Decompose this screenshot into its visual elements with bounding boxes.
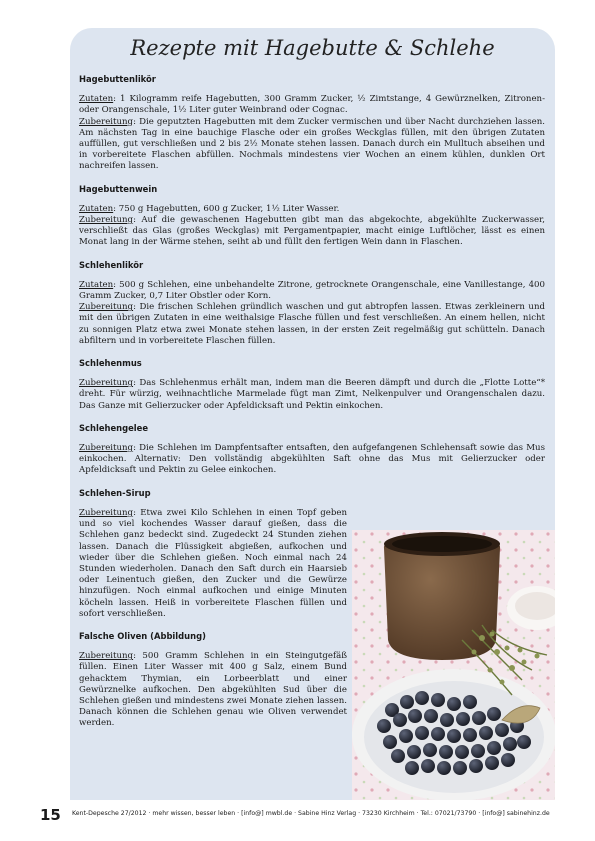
- sloe-olives-photo: [352, 530, 555, 800]
- preparation-text: : 500 Gramm Schlehen in ein Steingutgefäß füllen. Einen Liter Wasser mit 400 g Salz, einem Bund gehacktem Thymian, ein Lorbeerblatt und einer Gewürznelke aufkochen. Den abgekühlten Sud über die Schlehen gießen und mindestens zwei Monate ziehen lassen. Danach können die Schlehen genau wie Oliven verwendet werden.: [79, 651, 347, 729]
- preparation-text: : Etwa zwei Kilo Schlehen in einen Topf geben und so viel kochendes Wasser darauf gießen, dass die Schlehen ganz bedeckt sind. Zugedeckt 24 Stunden ziehen lassen. Danach die Flüssigkeit abgießen, aufkochen und wieder über die Schlehen gießen. Noch einmal nach 24 Stunden wiederholen. Danach den Saft durch ein Haarsieb oder Leinentuch gießen, den Zucker und die Gewürze hinzufügen. Noch einmal aufkochen und einige Minuten köcheln lassen. Heiß in vorbereitete Flaschen füllen und sofort verschließen.: [79, 507, 347, 619]
- preparation-label: Zubereitung: [79, 378, 134, 389]
- page-number: 15: [40, 806, 61, 824]
- preparation-paragraph: [79, 302, 545, 347]
- preparation-paragraph: [79, 117, 545, 173]
- ingredients-paragraph: [79, 204, 545, 215]
- preparation-label: Zubereitung: [79, 116, 134, 127]
- preparation-text: : Auf die gewaschenen Hagebutten gibt man das abgekochte, abgekühlte Zuckerwasser, verschließt das Glas (großes Weckglas) mit Pergamentpapier, macht einige Luftlöcher, lässt es einen Monat lang in der Wärme stehen, seiht ab und füllt den fertigen Wein dann in Flaschen.: [79, 215, 545, 248]
- preparation-label: Zubereitung: [79, 302, 134, 313]
- recipe-heading: Schlehengelee: [79, 422, 149, 433]
- ingredients-label: Zutaten: [79, 94, 114, 105]
- preparation-paragraph: [79, 378, 545, 412]
- preparation-label: Zubereitung: [79, 651, 134, 662]
- ingredients-paragraph: [79, 280, 545, 302]
- recipe-schlehenmus: [79, 358, 545, 412]
- preparation-label: Zubereitung: [79, 443, 134, 454]
- ingredients-label: Zutaten: [79, 279, 114, 290]
- ingredients-label: Zutaten: [79, 203, 114, 214]
- page-title: Rezepte mit Hagebutte & Schlehe: [130, 36, 495, 60]
- recipe-heading: Schlehenmus: [79, 358, 142, 369]
- recipe-schlehenlikoer: [79, 260, 545, 347]
- preparation-text: : Das Schlehenmus erhält man, indem man die Beeren dämpft und durch die „Flotte Lotte“* dreht. Für würzig, weihnachtliche Marmelade fügt man Zimt, Nelkenpulver und Orangenschalen dazu. Das Ganze mit Gelierzucker oder Apfeldicksaft und Pektin einkochen.: [79, 378, 545, 411]
- preparation-label: Zubereitung: [79, 215, 134, 226]
- recipe-hagebuttenwein: [79, 184, 545, 249]
- preparation-text: : Die Schlehen im Dampfentsafter entsaften, den aufgefangenen Schlehensaft sowie das Mus einkochen. Alternativ: Den vollständig abgekühlten Saft ohne das Mus mit Gelierzucker oder Apfeldicksaft und Pektin zu Gelee einkochen.: [79, 443, 545, 476]
- ingredients-text: : 500 g Schlehen, eine unbehandelte Zitrone, getrocknete Orangenschale, eine Vanillestange, 400 Gramm Zucker, 0,7 Liter Obstler oder Korn.: [79, 279, 545, 302]
- recipe-heading: Schlehen-Sirup: [79, 487, 151, 498]
- recipe-schlehengelee: [79, 423, 545, 477]
- preparation-text: : Die geputzten Hagebutten mit dem Zucker vermischen und über Nacht durchziehen lassen. Am nächsten Tag in eine bauchige Flasche oder ein großes Weckglas füllen, mit den übrigen Zutaten auffüllen, gut verschließen und 2 bis 2½ Monate stehen lassen. Danach durch ein Mulltuch abseihen und in vorbereitete Flaschen abfüllen. Nochmals mindestens vier Wochen an einem kühlen, dunklen Ort nachreifen lassen.: [79, 116, 545, 172]
- page-footer: [0, 806, 595, 826]
- recipe-heading: Schlehenlikör: [79, 259, 144, 270]
- recipe-heading: Hagebuttenwein: [79, 183, 158, 194]
- preparation-text: : Die frischen Schlehen gründlich waschen und gut abtropfen lassen. Etwas zerkleinern und mit den übrigen Zutaten in eine weithalsige Flasche füllen und fest verschließen. An einem hellen, nicht zu sonnigen Platz etwa zwei Monate stehen lassen, in der ersten Zeit regelmäßig gut schütteln. Danach abfiltern und in vorbereitete Flaschen füllen.: [79, 302, 545, 346]
- footer-text: Kent-Depesche 27/2012 · mehr wissen, besser leben · [info@] mwbl.de · Sabine Hinz Verlag · 73230 Kirchheim · Tel.: 07021/73790 · [info@] sabinehinz.de: [72, 810, 550, 817]
- ingredients-text: : 750 g Hagebutten, 600 g Zucker, 1½ Liter Wasser.: [113, 203, 340, 214]
- preparation-paragraph: [79, 651, 347, 729]
- preparation-label: Zubereitung: [79, 507, 134, 518]
- recipe-hagebuttenlikoer: [79, 74, 545, 173]
- preparation-paragraph: [79, 508, 347, 620]
- ingredients-text: : 1 Kilogramm reife Hagebutten, 300 Gramm Zucker, ½ Zimtstange, 4 Gewürznelken, Zitronen- oder Orangenschale, 1½ Liter guter Weinbrand oder Cognac.: [79, 94, 545, 116]
- recipe-heading: Falsche Oliven (Abbildung): [79, 630, 206, 641]
- recipe-heading: Hagebuttenlikör: [79, 74, 156, 84]
- preparation-paragraph: [79, 443, 545, 477]
- preparation-paragraph: [79, 215, 545, 249]
- ingredients-paragraph: [79, 94, 545, 116]
